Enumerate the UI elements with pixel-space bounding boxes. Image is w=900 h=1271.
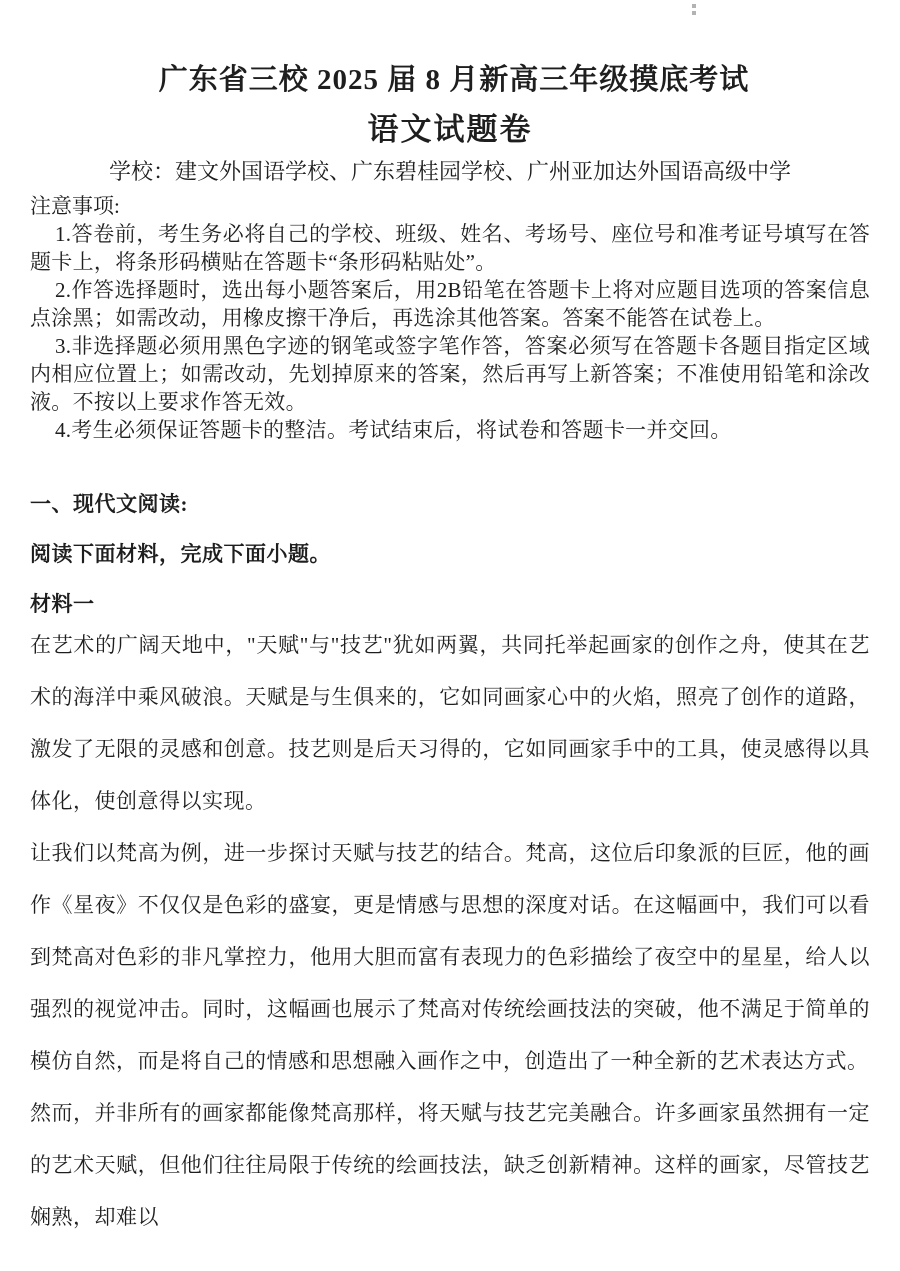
material-paragraph-2: 让我们以梵高为例，进一步探讨天赋与技艺的结合。梵高，这位后印象派的巨匠，他的画作《星夜》不仅仅是色彩的盛宴，更是情感与思想的深度对话。在这幅画中，我们可以看到梵高对色彩的非凡掌控力，他用大胆而富有表现力的色彩描绘了夜空中的星星，给人以强烈的视觉冲击。同时，这幅画也展示了梵高对传统绘画技法的突破，他不满足于简单的模仿自然，而是将自己的情感和思想融入画作之中，创造出了一种全新的艺术表达方式。	[30, 841, 870, 1073]
paper-subtitle: 语文试题卷	[367, 112, 533, 147]
material-body	[30, 619, 870, 1243]
notice-heading: 注意事项:	[30, 194, 120, 218]
notice-item-4: 4.考生必须保证答题卡的整洁。考试结束后，将试卷和答题卡一并交回。	[55, 418, 732, 442]
material-paragraph-3: 然而，并非所有的画家都能像梵高那样，将天赋与技艺完美融合。许多画家虽然拥有一定的艺术天赋，但他们往往局限于传统的绘画技法，缺乏创新精神。这样的画家，尽管技艺娴熟，却难以	[30, 1101, 870, 1229]
reading-instruction: 阅读下面材料，完成下面小题。	[30, 542, 331, 566]
notice-item-1: 1.答卷前，考生务必将自己的学校、班级、姓名、考场号、座位号和准考证号填写在答题卡上，将条形码横贴在答题卡“条形码粘贴处”。	[30, 222, 870, 274]
school-list: 学校：建文外国语学校、广东碧桂园学校、广州亚加达外国语高级中学	[108, 159, 791, 184]
exam-title: 广东省三校 2025 届 8 月新高三年级摸底考试	[158, 64, 750, 96]
scan-artifact-dot	[692, 4, 696, 8]
notice-item-2: 2.作答选择题时，选出每小题答案后，用2B铅笔在答题卡上将对应题目选项的答案信息点涂黑；如需改动，用橡皮擦干净后，再选涂其他答案。答案不能答在试卷上。	[30, 278, 870, 330]
notice-item-3: 3.非选择题必须用黑色字迹的钢笔或签字笔作答，答案必须写在答题卡各题目指定区域内相应位置上；如需改动，先划掉原来的答案，然后再写上新答案；不准使用铅笔和涂改液。不按以上要求作答无效。	[30, 334, 870, 414]
scan-artifact-dot	[692, 11, 696, 15]
material-paragraph-1: 在艺术的广阔天地中，"天赋"与"技艺"犹如两翼，共同托举起画家的创作之舟，使其在艺术的海洋中乘风破浪。天赋是与生俱来的，它如同画家心中的火焰，照亮了创作的道路，激发了无限的灵感和创意。技艺则是后天习得的，它如同画家手中的工具，使灵感得以具体化，使创意得以实现。	[30, 633, 870, 813]
section-heading-modern-reading: 一、现代文阅读:	[30, 492, 188, 516]
material-one-label: 材料一	[30, 592, 95, 616]
